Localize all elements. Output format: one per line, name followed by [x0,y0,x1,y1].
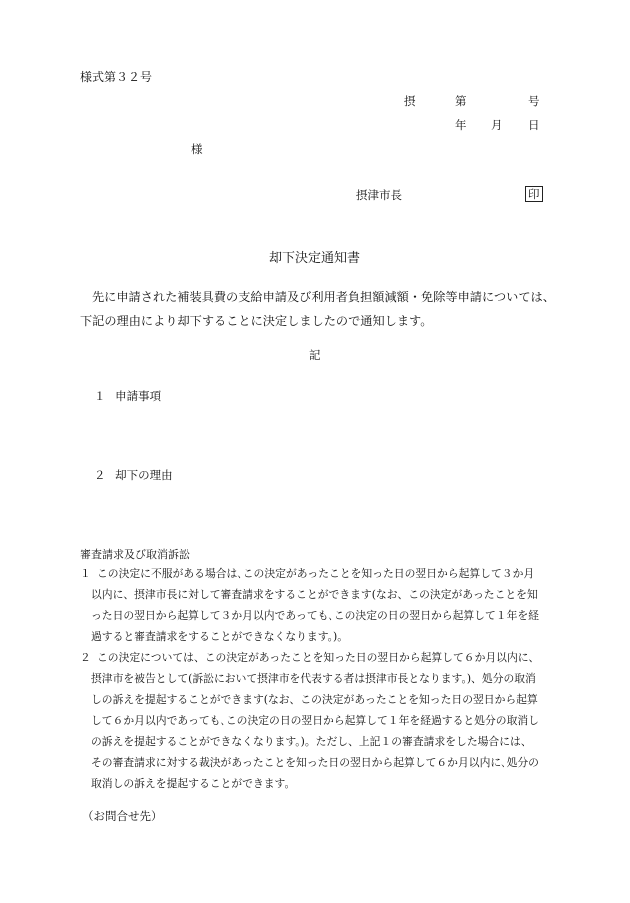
notice-heading: 審査請求及び取消訴訟 [80,548,190,561]
intro-paragraph [80,285,555,333]
doc-number-prefix: 摂 [404,94,416,108]
date-month: 月 [491,118,503,132]
intro-line-1: 先に申請された補装具費の支給申請及び利用者負担額減額・免除等申請については、 [92,290,555,304]
notice-2-line-6: その審査請求に対する裁決があったことを知った日の翌日から起算して６か月以内に､処分の [91,756,539,769]
item-1 [94,388,161,404]
item-2-number: ２ [94,468,106,482]
date-day: 日 [528,118,540,132]
item-2-label: 却下の理由 [115,468,173,482]
notice-1-number: １ [80,567,91,580]
notice-1-line-3: った日の翌日から起算して３か月以内であっても､この決定の日の翌日から起算して１年を経 [91,609,539,622]
notice-1-line-1: １ この決定に不服がある場合は､この決定があったことを知った日の翌日から起算して３か月 [80,563,560,584]
seal-stamp: 印 [525,186,543,202]
date-year: 年 [455,118,467,132]
notice-2-line-3: しの訴えを提起することができます(なお、この決定があったことを知った日の翌日から起算 [91,693,538,706]
notice-1 [80,563,560,647]
intro-line-2: 下記の理由により却下することに決定しましたので通知します。 [80,314,433,328]
seal-mark [525,186,543,202]
form-number: 様式第３２号 [80,70,153,84]
notice-1-line-2: 以内に、摂津市長に対して審査請求をすることができます(なお、この決定があったことを知 [91,588,538,601]
document-title: 却下決定通知書 [269,251,361,266]
notice-2-line-2: 摂津市を被告として(訴訟において摂津市を代表する者は摂津市長となります。)、処分の取消 [91,672,536,685]
item-1-label: 申請事項 [115,389,162,403]
notice-2-line-4: して６か月以内であっても､この決定の日の翌日から起算して１年を経過すると処分の取消し [91,714,539,727]
issuer-name: 摂津市長 [356,188,402,202]
notice-2-line-1: ２ この決定については、この決定があったことを知った日の翌日から起算して６か月以内に、 [80,647,560,668]
notice-2-line-5: の訴えを提起することができなくなります。)。ただし、上記１の審査請求をした場合には、 [91,735,532,748]
item-2 [94,467,173,483]
doc-number-dai: 第 [455,94,467,108]
doc-number-go: 号 [528,94,540,108]
notice-2-line-7: 取消しの訴えを提起することができます。 [91,777,296,790]
ki-marker: 記 [309,348,321,362]
addressee-suffix: 様 [191,142,203,156]
notice-2 [80,647,560,794]
notice-2-number: ２ [80,651,91,664]
item-1-number: １ [94,389,106,403]
notice-1-line-4: 過すると審査請求をすることができなくなります。)。 [91,630,349,643]
contact-label: （お問合せ先） [82,809,163,823]
